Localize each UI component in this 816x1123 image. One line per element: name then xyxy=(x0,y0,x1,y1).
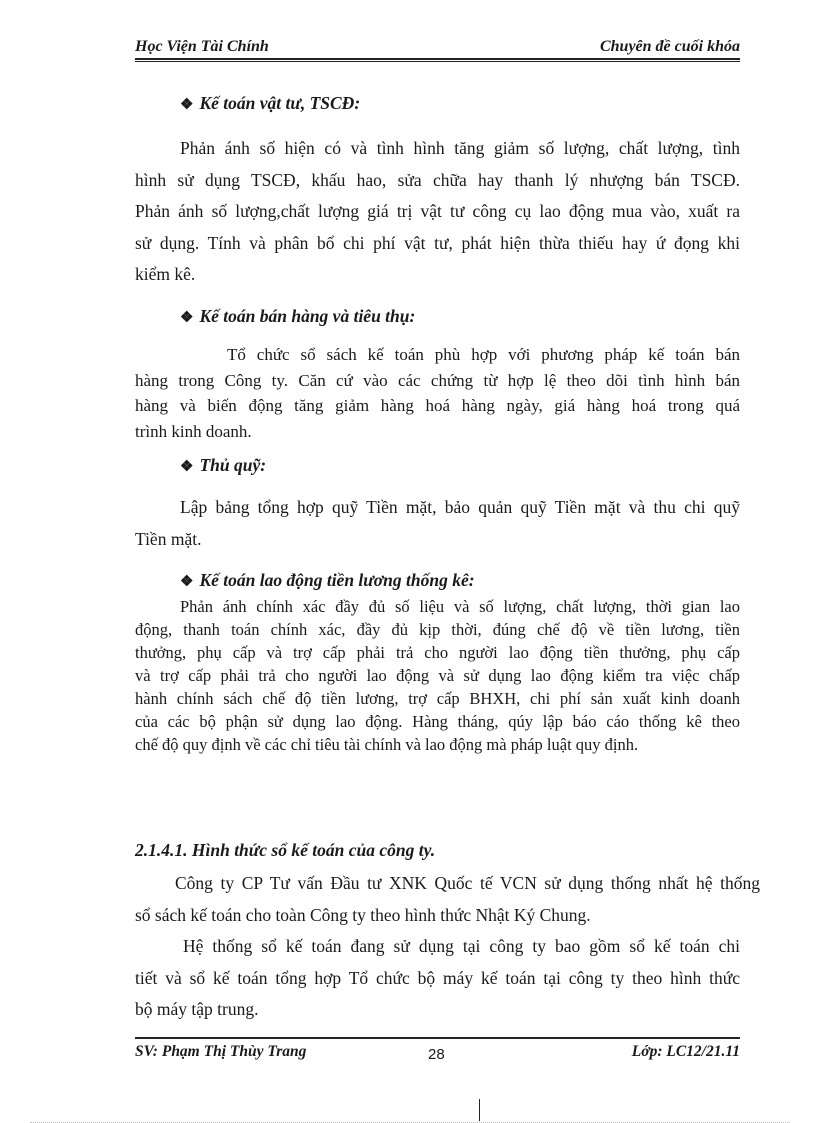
para-line: sử dụng. Tính và phân bổ chi phí vật tư, phát hiện thừa thiếu hay ứ đọng khi xyxy=(135,232,740,253)
header-school: Học Viện Tài Chính xyxy=(135,38,269,55)
section-title: Thủ quỹ: xyxy=(199,455,267,475)
para-line: bộ máy tập trung. xyxy=(135,999,259,1019)
para-line: Phản ánh số hiện có và tình hình tăng giảm số lượng, chất lượng, tình xyxy=(180,138,740,158)
para-line: trình kinh doanh. xyxy=(135,421,252,441)
section-heading-treasurer xyxy=(180,455,266,476)
header-rule xyxy=(135,58,740,60)
paragraph-bookkeeping-form xyxy=(135,868,760,1026)
section-heading-materials xyxy=(180,93,360,114)
para-line: kiểm kê. xyxy=(135,264,196,284)
diamond-bullet-icon: ❖ xyxy=(180,97,194,113)
paragraph-treasurer xyxy=(135,492,740,555)
para-line: sổ sách kế toán cho toàn Công ty theo hình thức Nhật Ký Chung. xyxy=(135,904,591,925)
paragraph-materials xyxy=(135,133,740,291)
section-heading-bookkeeping-form: 2.1.4.1. Hình thức sổ kế toán của công ty. xyxy=(135,840,436,860)
section-title: Kế toán vật tư, TSCĐ: xyxy=(199,93,361,113)
para-line: Công ty CP Tư vấn Đầu tư XNK Quốc tế VCN sử dụng thống nhất hệ thống xyxy=(175,873,760,893)
diamond-bullet-icon: ❖ xyxy=(180,574,194,590)
diamond-bullet-icon: ❖ xyxy=(180,310,194,326)
paragraph-payroll xyxy=(135,595,740,756)
para-line: động, thanh toán chính xác, đầy đủ kịp thời, đúng chế độ về tiền lương, tiền xyxy=(135,620,740,639)
para-line: hành chính sách chế độ tiền lương, trợ cấp BHXH, chi phí sản xuất kinh doanh xyxy=(135,689,740,708)
diamond-bullet-icon: ❖ xyxy=(180,459,194,475)
paragraph-sales xyxy=(135,342,740,444)
footer-class: Lớp: LC12/21.11 xyxy=(631,1043,740,1060)
footer-rule xyxy=(135,1037,740,1039)
para-line: thưởng, phụ cấp và trợ cấp phải trả cho người lao động tiền thưởng, phụ cấp xyxy=(135,643,740,662)
section-title: Kế toán lao động tiền lương thống kê: xyxy=(199,570,475,590)
para-line: hàng và biến động tăng giảm hàng hoá hàng ngày, giá hàng hoá trong quá xyxy=(135,396,740,415)
section-heading-sales xyxy=(180,306,415,327)
section-heading-payroll xyxy=(180,570,475,591)
para-line: của các bộ phận sử dụng lao động. Hàng tháng, qúy lập báo cáo thống kê theo xyxy=(135,712,740,731)
para-line: Phản ánh chính xác đầy đủ số liệu và số lượng, chất lượng, thời gian lao xyxy=(180,597,740,616)
page-number: 28 xyxy=(428,1046,445,1063)
footer-student: SV: Phạm Thị Thùy Trang xyxy=(135,1043,307,1060)
para-line: Tổ chức sổ sách kế toán phù hợp với phương pháp kế toán bán xyxy=(227,345,740,364)
para-line: chế độ quy định về các chỉ tiêu tài chính và lao động mà pháp luật quy định. xyxy=(135,735,639,754)
para-line: Phản ánh số lượng,chất lượng giá trị vật tư công cụ lao động mua vào, xuất ra xyxy=(135,201,740,221)
para-line: hàng trong Công ty. Căn cứ vào các chứng từ hợp lệ theo dõi tình hình bán xyxy=(135,370,740,390)
para-line: Hệ thống sổ kế toán đang sử dụng tại công ty bao gồm sổ kế toán chi xyxy=(183,936,740,956)
para-line: Lập bảng tổng hợp quỹ Tiền mặt, bảo quản quỹ Tiền mặt và thu chi quỹ xyxy=(180,497,740,517)
header-title: Chuyên đề cuối khóa xyxy=(599,38,740,55)
para-line: hình sử dụng TSCĐ, khấu hao, sửa chữa hay thanh lý nhượng bán TSCĐ. xyxy=(135,169,740,190)
para-line: và trợ cấp phải trả cho người lao động và sử dụng lao động kiểm tra việc chấp xyxy=(135,666,740,685)
text-cursor xyxy=(479,1099,480,1121)
para-line: tiết và sổ kế toán tổng hợp Tổ chức bộ máy kế toán tại công ty theo hình thức xyxy=(135,967,740,988)
para-line: Tiền mặt. xyxy=(135,528,202,549)
header-rule-thin xyxy=(135,61,740,62)
section-title: Kế toán bán hàng và tiêu thụ: xyxy=(199,306,416,326)
